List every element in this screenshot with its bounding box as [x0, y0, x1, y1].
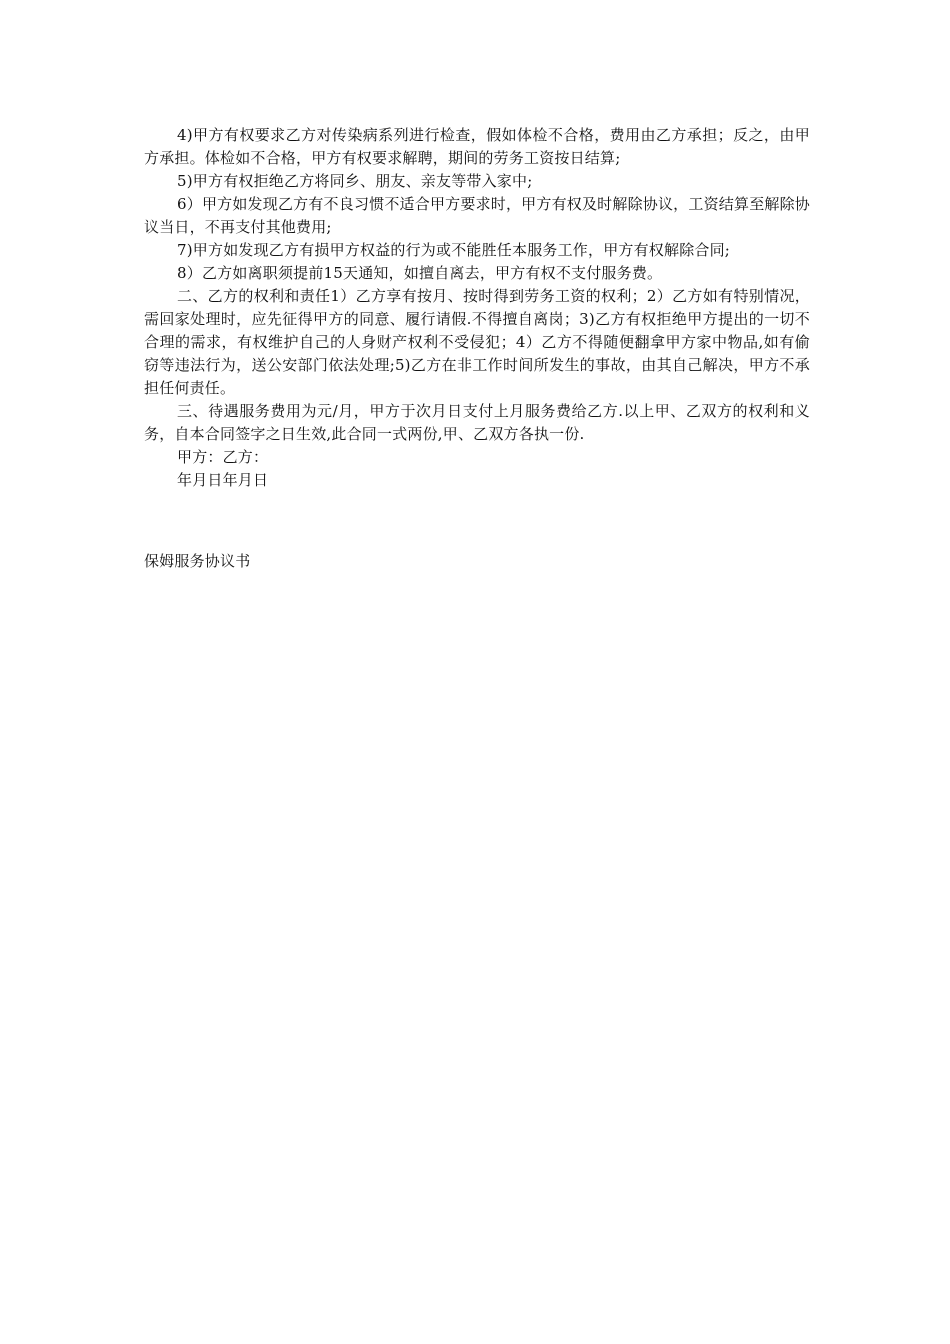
clause-7-paragraph: 7)甲方如发现乙方有损甲方权益的行为或不能胜任本服务工作，甲方有权解除合同; — [177, 241, 731, 259]
signature-parties-line: 甲方：乙方： — [177, 448, 269, 466]
document-body — [144, 124, 810, 492]
clause-6-paragraph: 6）甲方如发现乙方有不良习惯不适合甲方要求时，甲方有权及时解除协议，工资结算至解除协议当日，不再支付其他费用; — [144, 195, 810, 236]
signature-date-line: 年月日年月日 — [177, 471, 269, 489]
clause-8-paragraph: 8）乙方如离职须提前15天通知，如擅自离去，甲方有权不支付服务费。 — [177, 264, 663, 282]
party-b-rights-paragraph: 二、乙方的权利和责任1）乙方享有按月、按时得到劳务工资的权利；2）乙方如有特别情况，需回家处理时，应先征得甲方的同意、履行请假.不得擅自离岗；3)乙方有权拒绝甲方提出的一切不合理的需求，有权维护自己的人身财产权利不受侵犯；4）乙方不得随便翻拿甲方家中物品,如有偷窃等违法行为，送公安部门依法处理;5)乙方在非工作时间所发生的事故，由其自己解决，甲方不承担任何责任。 — [144, 287, 810, 397]
clause-5-paragraph: 5)甲方有权拒绝乙方将同乡、朋友、亲友等带入家中; — [177, 172, 533, 190]
document-title: 保姆服务协议书 — [144, 552, 251, 570]
compensation-paragraph: 三、待遇服务费用为元/月，甲方于次月日支付上月服务费给乙方.以上甲、乙双方的权利和义务，自本合同签字之日生效,此合同一式两份,甲、乙双方各执一份. — [144, 402, 810, 443]
clause-4-paragraph: 4)甲方有权要求乙方对传染病系列进行检查，假如体检不合格，费用由乙方承担；反之，由甲方承担。体检如不合格，甲方有权要求解聘，期间的劳务工资按日结算; — [144, 126, 810, 167]
